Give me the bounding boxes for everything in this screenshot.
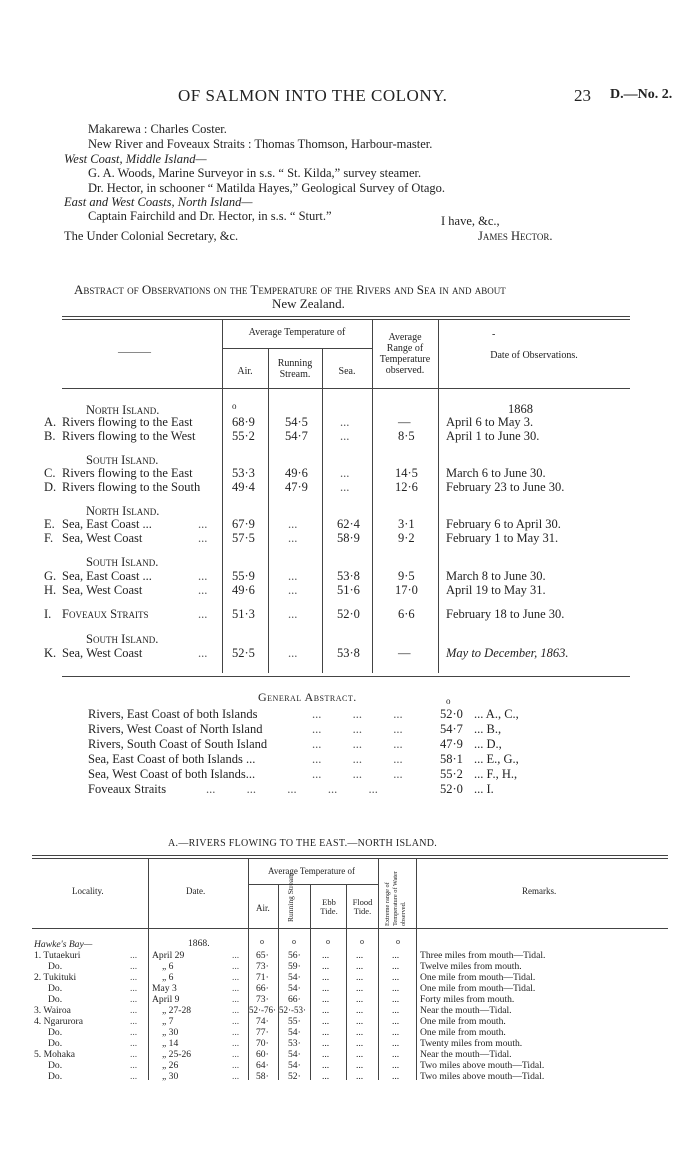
year-label: 1868. <box>188 938 210 949</box>
section-heading: West Coast, Middle Island— <box>64 152 207 166</box>
header-average-temperature: Average Temperature of <box>268 866 355 876</box>
header-dash-mark: - <box>492 329 496 340</box>
header-air: Air. <box>256 903 270 913</box>
header-running-stream: Running Stream. <box>286 871 295 922</box>
intro-line: Captain Fairchild and Dr. Hector, in s.s. “ Sturt.” <box>88 209 332 223</box>
table-row: Do. ... „ 30 ... 77· 54· ... ... ... One mile from mouth. <box>48 1027 506 1038</box>
page-title: OF SALMON INTO THE COLONY. <box>178 86 448 105</box>
degree-mark: o <box>446 696 451 706</box>
intro-line: G. A. Woods, Marine Surveyor in s.s. “ St. Kilda,” survey steamer. <box>88 166 422 180</box>
group-heading: North Island. <box>86 504 160 518</box>
region-label: Hawke's Bay— <box>34 939 93 950</box>
table-row: 3. Wairoa ... „ 27-28 ... 52·-76· 52·-53· ... ... ... Near the mouth—Tidal. <box>34 1005 512 1016</box>
detail-title: A.—RIVERS FLOWING TO THE EAST.—NORTH ISLAND. <box>168 838 438 849</box>
header-flood-tide: Flood Tide. <box>352 897 373 916</box>
group-heading: South Island. <box>86 555 159 569</box>
header-ebb-tide: Ebb Tide. <box>320 897 338 916</box>
table-row: 2. Tukituki ... „ 6 ... 71· 54· ... ... ... One mile from mouth—Tidal. <box>34 972 536 983</box>
group-heading: North Island. <box>86 403 160 417</box>
header-date: Date. <box>186 886 206 896</box>
degree-mark: o <box>232 401 237 411</box>
year-label: 1868 <box>508 402 533 416</box>
header-sea: Sea. <box>338 366 356 377</box>
intro-line: New River and Foveaux Straits : Thomas Thomson, Harbour-master. <box>88 137 433 151</box>
general-abstract-title: General Abstract. <box>258 690 357 704</box>
table-row: Do. ... „ 6 ... 73· 59· ... ... ... Twelve miles from mouth. <box>48 961 522 972</box>
header-remarks: Remarks. <box>522 886 557 896</box>
abstract-title: Abstract of Observations on the Temperature of the Rivers and Sea in and about <box>74 282 506 297</box>
header-running-stream: Running Stream. <box>277 358 313 380</box>
document-reference: D.—No. 2. <box>610 87 673 102</box>
signature: James Hector. <box>478 229 553 243</box>
degree-mark: o <box>326 937 330 946</box>
abstract-title-line2: New Zealand. <box>272 296 345 311</box>
table-row: 5. Mohaka ... „ 25-26 ... 60· 54· ... ... ... Near the mouth—Tidal. <box>34 1049 512 1060</box>
table-row: Do. ... „ 14 ... 70· 53· ... ... ... Twenty miles from mouth. <box>48 1038 523 1049</box>
degree-mark: o <box>260 937 264 946</box>
table-row: Do. ... May 3 ... 66· 54· ... ... ... One mile from mouth—Tidal. <box>48 983 536 994</box>
table-row: Do. ... „ 26 ... 64· 54· ... ... ... Two miles above mouth—Tidal. <box>48 1060 545 1071</box>
table-row: Do. ... April 9 ... 73· 66· ... ... ... Forty miles from mouth. <box>48 994 515 1005</box>
degree-mark: o <box>396 937 400 946</box>
addressee: The Under Colonial Secretary, &c. <box>64 229 239 243</box>
header-air: Air. <box>237 366 253 377</box>
table-row: 4. Ngarurora ... „ 7 ... 74· 55· ... ... ... One mile from mouth. <box>34 1016 506 1027</box>
group-heading: South Island. <box>86 632 159 646</box>
header-extreme-range: Extreme range of Temperature of Water observed. <box>384 871 407 926</box>
intro-line: Dr. Hector, in schooner “ Matilda Hayes,” Geological Survey of Otago. <box>88 181 446 195</box>
degree-mark: o <box>360 937 364 946</box>
closing: I have, &c., <box>441 214 500 228</box>
header-average-temperature: Average Temperature of <box>248 327 346 338</box>
table-row: 1. Tutaekuri ... April 29 ... 65· 56· ... ... ... Three miles from mouth—Tidal. <box>34 950 546 961</box>
header-date: Date of Observations. <box>490 350 578 361</box>
intro-line: Makarewa : Charles Coster. <box>88 122 227 136</box>
header-range: Average Range of Temperature observed. <box>379 332 431 376</box>
section-heading: East and West Coasts, North Island— <box>64 195 253 209</box>
header-locality: Locality. <box>72 886 104 896</box>
group-heading: South Island. <box>86 453 159 467</box>
degree-mark: o <box>292 937 296 946</box>
page-number: 23 <box>574 86 591 105</box>
table-row: Do. ... „ 30 ... 58· 52· ... ... ... Two miles above mouth—Tidal. <box>48 1071 545 1082</box>
header-dash: ——— <box>118 346 151 358</box>
